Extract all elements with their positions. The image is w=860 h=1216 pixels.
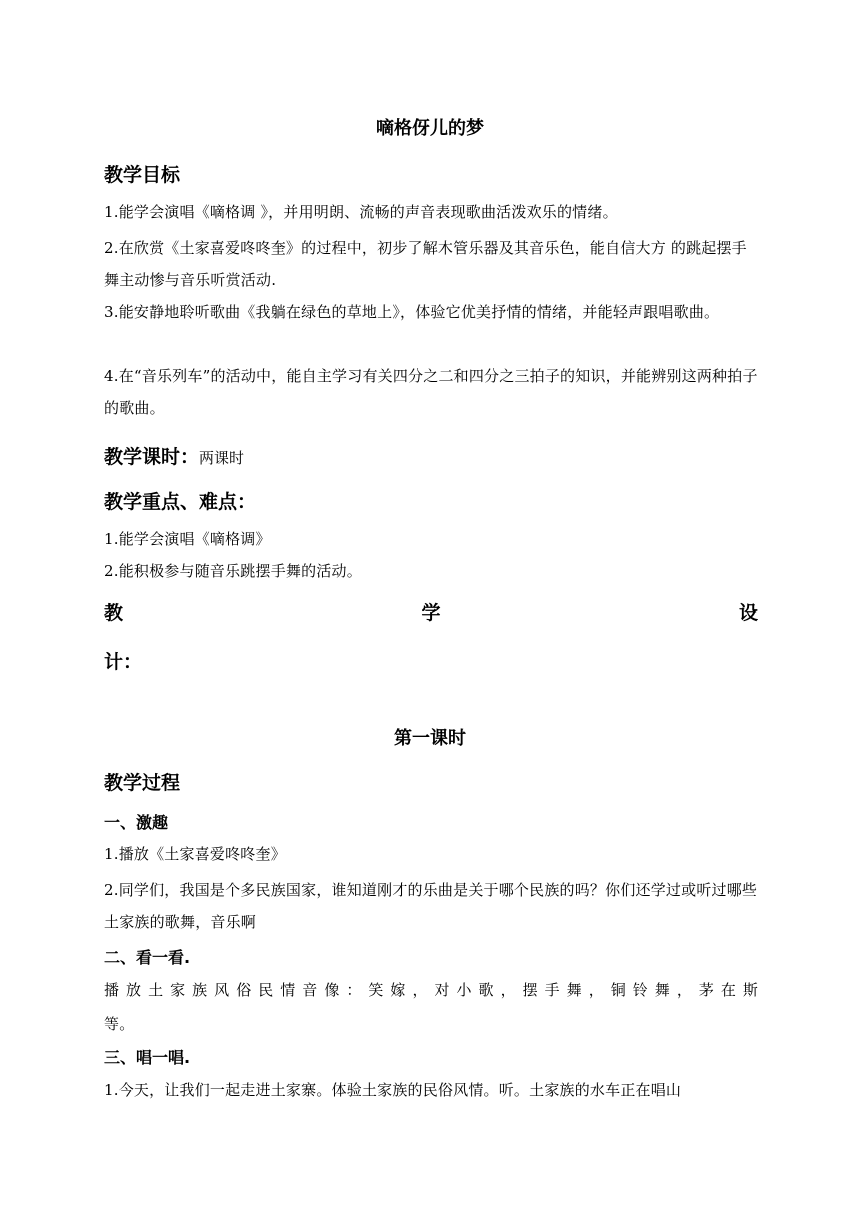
design-heading (104, 598, 758, 625)
section2-char: 小 (456, 981, 472, 999)
design-char-1: 教 (104, 602, 124, 624)
section2-char: 铃 (632, 981, 648, 999)
section2-char: 家 (170, 981, 186, 999)
design-char-2: 学 (421, 602, 441, 624)
section2-char: 舞 (654, 981, 670, 999)
section1-item-2: 2.同学们，我国是个多民族国家，谁知道刚才的乐曲是关于哪个民族的吗？你们还学过或听过哪些土家族的歌舞，音乐啊 (104, 881, 758, 931)
goals-heading: 教学目标 (104, 164, 181, 186)
lesson-hours (104, 442, 244, 469)
section2-char: ， (588, 981, 604, 999)
design-char-3: 设 (738, 602, 758, 624)
lesson-hours-value: 两课时 (199, 449, 245, 467)
section2-char: 族 (192, 981, 208, 999)
document-title: 嘀格伢儿的梦 (376, 118, 484, 139)
section2-char: 音 (302, 981, 318, 999)
section1-item-1: 1.播放《土家喜爱咚咚奎》 (104, 845, 286, 863)
process-heading: 教学过程 (104, 772, 181, 794)
section2-char: 歌 (478, 981, 494, 999)
goal-item-3: 3.能安静地聆听歌曲《我躺在绿色的草地上》，体验它优美抒情的情绪，并能轻声跟唱歌曲。 (104, 303, 720, 321)
section2-char: 民 (258, 981, 274, 999)
section2-char: 土 (148, 981, 164, 999)
section2-char: 放 (126, 981, 142, 999)
section2-char: 手 (544, 981, 560, 999)
section2-char: 对 (434, 981, 450, 999)
key-points-heading: 教学重点、难点： (104, 491, 257, 513)
section2-char: ， (676, 981, 692, 999)
section2-char: ， (500, 981, 516, 999)
section2-heading: 二、看一看. (104, 948, 191, 967)
section2-char: ， (412, 981, 428, 999)
section3-heading: 三、唱一唱. (104, 1048, 191, 1067)
section2-char: 茅 (698, 981, 714, 999)
section1-heading: 一、激趣 (104, 813, 169, 832)
section2-char: 在 (720, 981, 736, 999)
section2-char: 舞 (566, 981, 582, 999)
section2-line-2: 等。 (104, 1015, 135, 1033)
lesson-hours-label: 教学课时： (104, 446, 200, 468)
lesson1-title: 第一课时 (394, 728, 466, 749)
goal-item-2: 2.在欣赏《土家喜爱咚咚奎》的过程中，初步了解木管乐器及其音乐色，能自信大方 的跳起摆手舞主动惨与音乐听赏活动. (104, 239, 747, 289)
section2-line-1 (104, 974, 758, 1006)
section2-char: 斯 (742, 981, 758, 999)
key-point-item-2: 2.能积极参与随音乐跳摆手舞的活动。 (104, 562, 362, 580)
section2-char: 风 (214, 981, 230, 999)
section2-char: 俗 (236, 981, 252, 999)
section2-char: 嫁 (390, 981, 406, 999)
section2-char: 摆 (522, 981, 538, 999)
section2-char: ： (346, 981, 362, 999)
section2-char: 播 (104, 981, 120, 999)
goal-item-1: 1.能学会演唱《嘀格调 》，并用明朗、流畅的声音表现歌曲活泼欢乐的情绪。 (104, 203, 618, 221)
goal-item-4: 4.在“音乐列车”的活动中，能自主学习有关四分之二和四分之三拍子的知识，并能辨别这两种拍子的歌曲。 (104, 367, 758, 417)
design-heading-tail: 计： (104, 651, 143, 673)
section2-char: 像 (324, 981, 340, 999)
section2-char: 笑 (368, 981, 384, 999)
section2-char: 情 (280, 981, 296, 999)
key-point-item-1: 1.能学会演唱《嘀格调》 (104, 530, 271, 548)
section3-item-1: 1.今天，让我们一起走进土家寨。体验土家族的民俗风情。听。土家族的水车正在唱山 (104, 1081, 682, 1099)
section2-char: 铜 (610, 981, 626, 999)
